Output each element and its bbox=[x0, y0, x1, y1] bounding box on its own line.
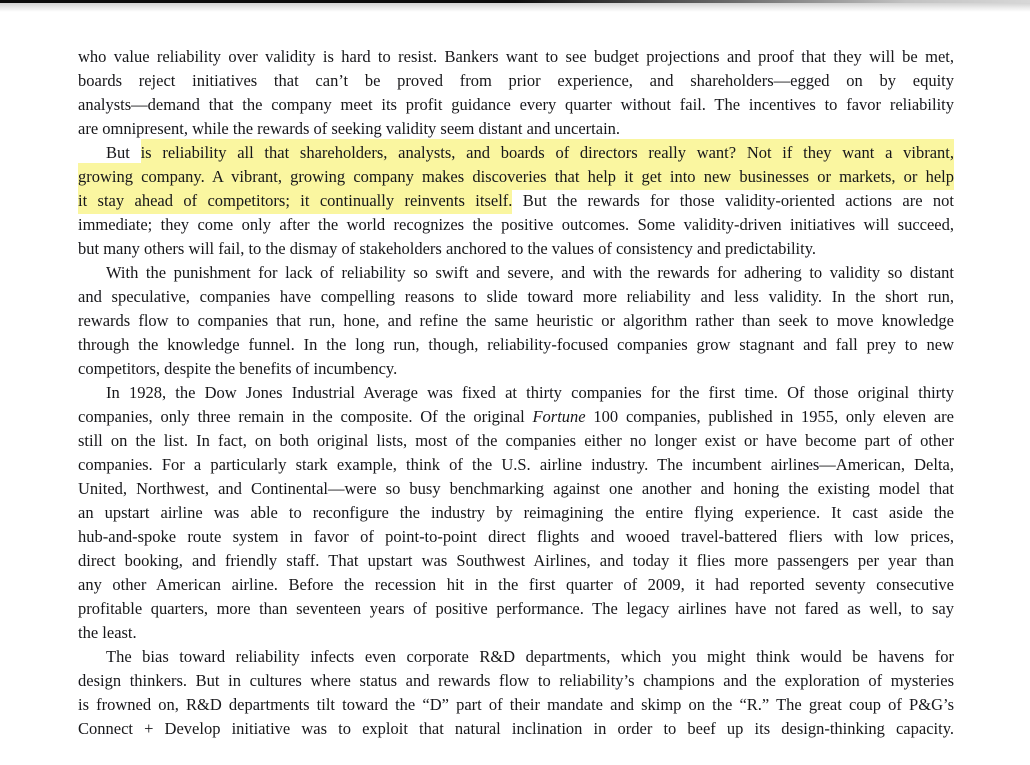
body-text: With the punishment for lack of reliability so swift and severe, and with the rewards for adhering to validity so distant bbox=[106, 263, 954, 282]
text-line bbox=[78, 693, 954, 717]
text-line bbox=[78, 453, 954, 477]
text-line bbox=[78, 525, 954, 549]
body-text: hub-and-spoke route system in favor of point-to-point direct flights and wooed travel-battered fliers with low prices, bbox=[78, 527, 954, 546]
body-text: But bbox=[106, 143, 141, 162]
text-line bbox=[78, 405, 954, 429]
window-top-shadow bbox=[0, 3, 1030, 12]
body-text: and speculative, companies have compelling reasons to slide toward more reliability and less validity. In the short run, bbox=[78, 287, 954, 306]
body-text: are omnipresent, while the rewards of seeking validity seem distant and uncertain. bbox=[78, 119, 621, 138]
text-line bbox=[78, 45, 954, 69]
text-line bbox=[78, 621, 954, 645]
body-text: an upstart airline was able to reconfigure the industry by reimagining the entire flying experience. It cast aside the bbox=[78, 503, 954, 522]
text-line bbox=[78, 237, 954, 261]
body-text: direct booking, and friendly staff. That upstart was Southwest Airlines, and today it flies more passengers per year than bbox=[78, 551, 954, 570]
text-line bbox=[78, 597, 954, 621]
text-line bbox=[78, 381, 954, 405]
body-text: through the knowledge funnel. In the long run, though, reliability-focused companies grow stagnant and fall prey to new bbox=[78, 335, 954, 354]
book-page bbox=[0, 12, 1030, 741]
paragraph-1 bbox=[78, 45, 954, 141]
text-line bbox=[78, 669, 954, 693]
highlighted-text[interactable]: it stay ahead of competitors; it continually reinvents itself. bbox=[78, 187, 512, 214]
body-text: analysts—demand that the company meet its profit guidance every quarter without fail. The incentives to favor reliability bbox=[78, 95, 954, 114]
text-line bbox=[78, 261, 954, 285]
text-line bbox=[78, 477, 954, 501]
text-line bbox=[78, 309, 954, 333]
body-text: is frowned on, R&D departments tilt toward the “D” part of their mandate and skimp on the “R.” The great coup of P&G’s bbox=[78, 695, 954, 714]
text-line bbox=[78, 69, 954, 93]
text-line bbox=[78, 549, 954, 573]
body-text: the least. bbox=[78, 623, 137, 642]
body-text: profitable quarters, more than seventeen years of positive performance. The legacy airlines have not fared as well, to say bbox=[78, 599, 954, 618]
text-line bbox=[78, 501, 954, 525]
text-line bbox=[78, 357, 954, 381]
paragraph-4 bbox=[78, 381, 954, 645]
body-text: But the rewards for those validity-oriented actions are not bbox=[512, 191, 955, 210]
body-text: still on the list. In fact, on both original lists, most of the companies either no longer exist or have become part of other bbox=[78, 431, 954, 450]
body-text: who value reliability over validity is hard to resist. Bankers want to see budget projections and proof that they will be met, bbox=[78, 47, 954, 66]
body-text: United, Northwest, and Continental—were so busy benchmarking against one another and honing the existing model that bbox=[78, 479, 954, 498]
text-line bbox=[78, 645, 954, 669]
text-line bbox=[78, 117, 954, 141]
paragraph-5 bbox=[78, 645, 954, 741]
text-line bbox=[78, 333, 954, 357]
body-text: design thinkers. But in cultures where status and rewards flow to reliability’s champions and the exploration of mysteries bbox=[78, 671, 954, 690]
text-line bbox=[78, 189, 954, 213]
body-text: companies. For a particularly stark example, think of the U.S. airline industry. The incumbent airlines—American, Delta, bbox=[78, 455, 954, 474]
italic-text: Fortune bbox=[532, 407, 586, 426]
body-text: competitors, despite the benefits of incumbency. bbox=[78, 359, 398, 378]
text-line bbox=[78, 285, 954, 309]
body-text: The bias toward reliability infects even corporate R&D departments, which you might think would be havens for bbox=[106, 647, 954, 666]
body-text: but many others will fail, to the dismay of stakeholders anchored to the values of consistency and predictability. bbox=[78, 239, 817, 258]
body-text: In 1928, the Dow Jones Industrial Average was fixed at thirty companies for the first time. Of those original thirty bbox=[106, 383, 954, 402]
highlighted-text[interactable]: growing company. A vibrant, growing company makes discoveries that help it get into new businesses or markets, or help bbox=[78, 163, 954, 190]
text-line bbox=[78, 141, 954, 165]
text-line bbox=[78, 93, 954, 117]
body-text: Connect + Develop initiative was to exploit that natural inclination in order to beef up its design-thinking capacity. bbox=[78, 719, 954, 738]
paragraph-2 bbox=[78, 141, 954, 261]
body-text: 100 companies, published in 1955, only eleven are bbox=[585, 407, 954, 426]
body-text: companies, only three remain in the composite. Of the original bbox=[78, 407, 533, 426]
text-line bbox=[78, 165, 954, 189]
text-line bbox=[78, 573, 954, 597]
highlighted-text[interactable]: is reliability all that shareholders, analysts, and boards of directors really want? Not if they want a vibrant, bbox=[141, 139, 954, 166]
paragraph-3 bbox=[78, 261, 954, 381]
text-line bbox=[78, 717, 954, 741]
body-text: any other American airline. Before the recession hit in the first quarter of 2009, it had reported seventy consecutive bbox=[78, 575, 954, 594]
body-text: boards reject initiatives that can’t be proved from prior experience, and shareholders—egged on by equity bbox=[78, 71, 954, 90]
text-line bbox=[78, 213, 954, 237]
body-text: rewards flow to companies that run, hone, and refine the same heuristic or algorithm rather than seek to move knowledge bbox=[78, 311, 954, 330]
text-line bbox=[78, 429, 954, 453]
body-text: immediate; they come only after the world recognizes the positive outcomes. Some validity-driven initiatives will succeed, bbox=[78, 215, 954, 234]
